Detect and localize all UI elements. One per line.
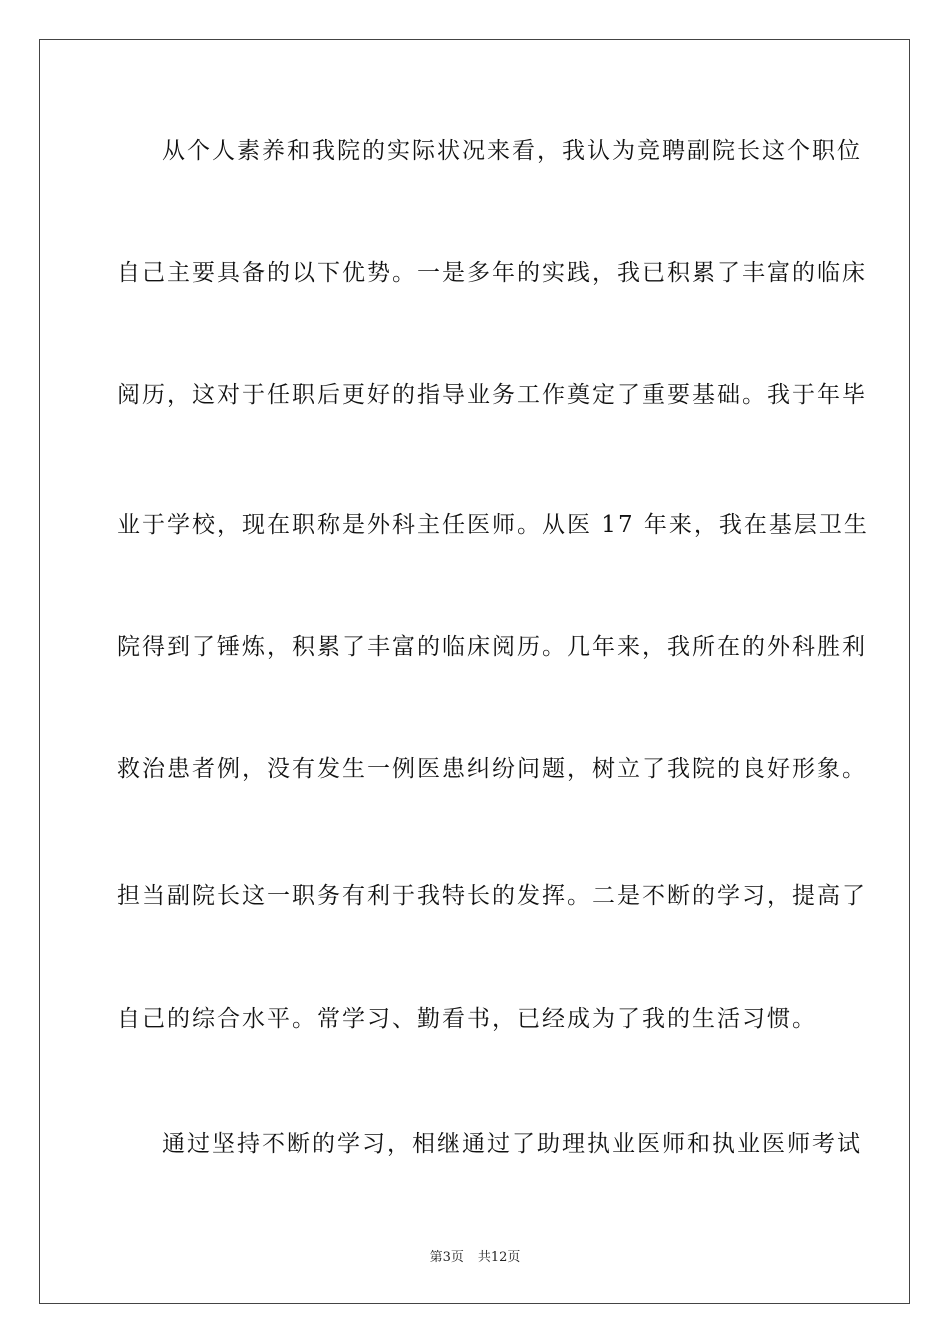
paragraph-line: 担当副院长这一职务有利于我特长的发挥。二是不断的学习，提高了: [117, 883, 867, 909]
page-footer: [0, 1246, 950, 1265]
page-border: [39, 39, 910, 1304]
page-number: 第3页: [429, 1250, 464, 1265]
paragraph-line: 自己主要具备的以下优势。一是多年的实践，我已积累了丰富的临床: [117, 260, 867, 286]
paragraph-line: 救治患者例，没有发生一例医患纠纷问题，树立了我院的良好形象。: [117, 756, 867, 782]
paragraph-line: 院得到了锤炼，积累了丰富的临床阅历。几年来，我所在的外科胜利: [117, 634, 867, 660]
paragraph-line: 业于学校，现在职称是外科主任医师。从医 17 年来，我在基层卫生: [117, 512, 869, 538]
paragraph-line: 从个人素养和我院的实际状况来看，我认为竞聘副院长这个职位: [162, 138, 862, 164]
page-total: 共12页: [477, 1250, 521, 1265]
paragraph-line: 通过坚持不断的学习，相继通过了助理执业医师和执业医师考试: [162, 1131, 862, 1157]
paragraph-line: 阅历，这对于任职后更好的指导业务工作奠定了重要基础。我于年毕: [117, 382, 867, 408]
paragraph-line: 自己的综合水平。常学习、勤看书，已经成为了我的生活习惯。: [117, 1006, 817, 1032]
